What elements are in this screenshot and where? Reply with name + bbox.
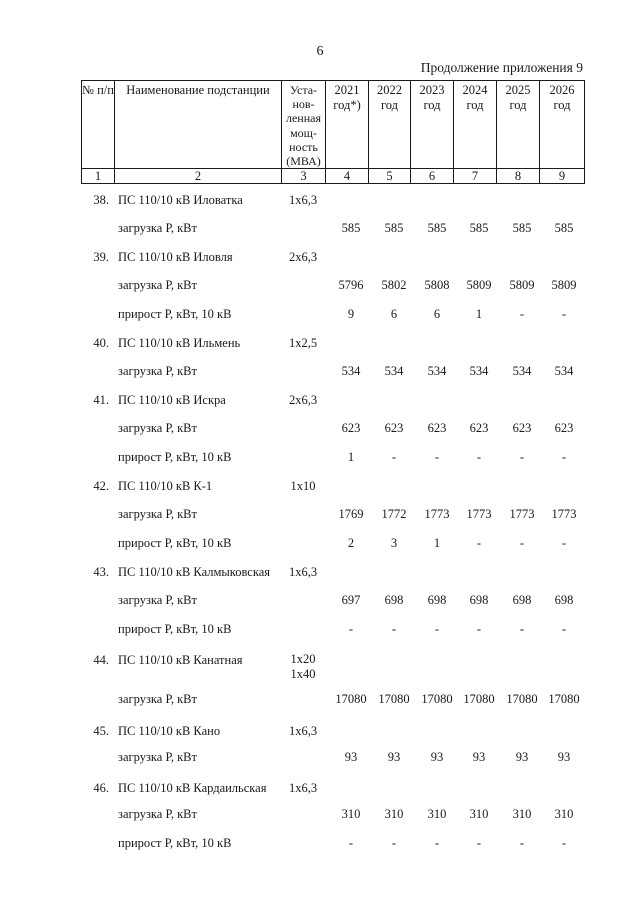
value-2022: 17080 [378, 692, 410, 706]
row-label: прирост Р, кВт, 10 кВ [118, 307, 232, 321]
installed-capacity: 1х6,3 [288, 781, 318, 795]
value-2024: - [476, 836, 482, 850]
value-2023: - [434, 836, 440, 850]
page-number: 6 [316, 44, 324, 59]
row-label: загрузка Р, кВт [118, 364, 197, 378]
value-2024: - [476, 622, 482, 636]
table-header [81, 80, 585, 184]
value-2022: 5802 [381, 278, 407, 292]
value-2021: - [348, 622, 354, 636]
substation-name: ПС 110/10 кВ Кардаильская [118, 781, 267, 795]
value-2025: - [519, 622, 525, 636]
value-2023: 623 [427, 421, 447, 435]
value-2023: 17080 [421, 692, 453, 706]
value-2021: 5796 [338, 278, 364, 292]
value-2025: - [519, 450, 525, 464]
value-2024: 1773 [466, 507, 492, 521]
table-row [0, 651, 640, 683]
value-2025: 623 [512, 421, 532, 435]
value-2024: 623 [469, 421, 489, 435]
value-2026: 17080 [548, 692, 580, 706]
table-row [0, 191, 640, 209]
value-2024: 585 [469, 221, 489, 235]
value-2024: 310 [469, 807, 489, 821]
row-number: 38. [93, 193, 109, 207]
row-number: 40. [93, 336, 109, 350]
row-number: 42. [93, 479, 109, 493]
substation-name: ПС 110/10 кВ Иловатка [118, 193, 243, 207]
value-2021: 1 [347, 450, 355, 464]
header-capacity: Уста-нов-ленная мощ-ность (МВА) [285, 83, 321, 169]
header-year-2023: 2023 год [419, 83, 445, 112]
value-2021: 534 [341, 364, 361, 378]
table-row [0, 690, 640, 708]
table-row [0, 305, 640, 323]
value-2025: 5809 [509, 278, 535, 292]
row-label: загрузка Р, кВт [118, 278, 197, 292]
value-2024: 17080 [463, 692, 495, 706]
row-label: прирост Р, кВт, 10 кВ [118, 536, 232, 550]
installed-capacity: 1х6,3 [288, 193, 318, 207]
value-2023: 5808 [424, 278, 450, 292]
table-row [0, 276, 640, 294]
value-2021: 310 [341, 807, 361, 821]
table-row [0, 448, 640, 466]
value-2022: 310 [384, 807, 404, 821]
table-row [0, 419, 640, 437]
table-row [0, 591, 640, 609]
row-label: загрузка Р, кВт [118, 750, 197, 764]
row-label: прирост Р, кВт, 10 кВ [118, 622, 232, 636]
value-2026: - [561, 622, 567, 636]
table-row [0, 534, 640, 552]
value-2021: 93 [344, 750, 358, 764]
value-2024: 5809 [466, 278, 492, 292]
value-2023: 93 [430, 750, 444, 764]
value-2023: - [434, 450, 440, 464]
row-number: 41. [93, 393, 109, 407]
row-label: загрузка Р, кВт [118, 507, 197, 521]
value-2023: - [434, 622, 440, 636]
value-2023: 1773 [424, 507, 450, 521]
header-year-2022: 2022 год [377, 83, 402, 112]
value-2025: 698 [512, 593, 532, 607]
value-2021: 2 [347, 536, 355, 550]
header-year-2025: 2025 год [505, 83, 531, 112]
table-row [0, 620, 640, 638]
installed-capacity: 1х2,5 [288, 336, 318, 350]
value-2025: - [519, 536, 525, 550]
header-year-2024: 2024 год [462, 83, 488, 112]
value-2025: 534 [512, 364, 532, 378]
row-label: загрузка Р, кВт [118, 221, 197, 235]
header-no: № п/п [82, 83, 114, 97]
row-number: 39. [93, 250, 109, 264]
substation-name: ПС 110/10 кВ Канатная [118, 653, 243, 667]
value-2024: - [476, 450, 482, 464]
colnum-1: 1 [94, 169, 102, 183]
value-2024: 698 [469, 593, 489, 607]
row-number: 43. [93, 565, 109, 579]
row-label: прирост Р, кВт, 10 кВ [118, 836, 232, 850]
value-2025: 585 [512, 221, 532, 235]
value-2022: - [391, 450, 397, 464]
table-row [0, 779, 640, 797]
table-row [0, 391, 640, 409]
continuation-label: Продолжение приложения 9 [420, 60, 583, 75]
value-2026: 585 [554, 221, 574, 235]
value-2021: 9 [347, 307, 355, 321]
table-row [0, 477, 640, 495]
value-2026: - [561, 836, 567, 850]
value-2022: 534 [384, 364, 404, 378]
table-row [0, 334, 640, 352]
value-2024: - [476, 536, 482, 550]
value-2026: 93 [557, 750, 571, 764]
substation-name: ПС 110/10 кВ Ильмень [118, 336, 241, 350]
table-row [0, 805, 640, 823]
substation-name: ПС 110/10 кВ Иловля [118, 250, 233, 264]
value-2022: 698 [384, 593, 404, 607]
row-number: 44. [93, 653, 109, 667]
row-label: загрузка Р, кВт [118, 807, 197, 821]
value-2022: 93 [387, 750, 401, 764]
value-2023: 6 [433, 307, 441, 321]
row-number: 45. [93, 724, 109, 738]
value-2023: 1 [433, 536, 441, 550]
installed-capacity: 1х6,3 [288, 565, 318, 579]
table-row [0, 248, 640, 266]
row-label: загрузка Р, кВт [118, 692, 197, 706]
value-2026: 5809 [551, 278, 577, 292]
table-row [0, 505, 640, 523]
installed-capacity-second: 1х40 [290, 667, 316, 681]
value-2021: 623 [341, 421, 361, 435]
table-row [0, 219, 640, 237]
value-2026: - [561, 536, 567, 550]
table-row [0, 563, 640, 581]
value-2025: - [519, 836, 525, 850]
row-label: загрузка Р, кВт [118, 421, 197, 435]
row-number: 46. [93, 781, 109, 795]
value-2026: 698 [554, 593, 574, 607]
value-2025: 1773 [509, 507, 535, 521]
colnum-4: 4 [343, 169, 351, 183]
value-2022: 6 [390, 307, 398, 321]
value-2022: - [391, 836, 397, 850]
value-2026: 623 [554, 421, 574, 435]
value-2026: 534 [554, 364, 574, 378]
header-name: Наименование подстанции [126, 83, 270, 97]
value-2024: 534 [469, 364, 489, 378]
value-2024: 93 [472, 750, 486, 764]
header-year-2021: 2021 год*) [333, 83, 361, 112]
value-2023: 585 [427, 221, 447, 235]
installed-capacity: 2х6,3 [288, 393, 318, 407]
value-2021: 1769 [338, 507, 364, 521]
substation-name: ПС 110/10 кВ Кано [118, 724, 221, 738]
row-label: прирост Р, кВт, 10 кВ [118, 450, 232, 464]
table-row [0, 834, 640, 852]
value-2023: 534 [427, 364, 447, 378]
value-2022: 585 [384, 221, 404, 235]
value-2026: 1773 [551, 507, 577, 521]
value-2021: - [348, 836, 354, 850]
value-2022: 3 [390, 536, 398, 550]
installed-capacity: 1х6,3 [288, 724, 318, 738]
colnum-6: 6 [428, 169, 436, 183]
value-2021: 585 [341, 221, 361, 235]
table-row [0, 722, 640, 740]
substation-name: ПС 110/10 кВ Искра [118, 393, 226, 407]
value-2025: - [519, 307, 525, 321]
value-2026: 310 [554, 807, 574, 821]
table-row [0, 748, 640, 766]
value-2024: 1 [475, 307, 483, 321]
substation-name: ПС 110/10 кВ Калмыковская [118, 565, 271, 579]
row-label: загрузка Р, кВт [118, 593, 197, 607]
value-2025: 93 [515, 750, 529, 764]
colnum-3: 3 [300, 169, 307, 183]
colnum-9: 9 [558, 169, 566, 183]
installed-capacity: 1х20 [290, 652, 316, 666]
header-year-2026: 2026 год [549, 83, 575, 112]
value-2025: 17080 [506, 692, 538, 706]
value-2023: 698 [427, 593, 447, 607]
table-row [0, 362, 640, 380]
value-2022: - [391, 622, 397, 636]
value-2026: - [561, 450, 567, 464]
colnum-5: 5 [386, 169, 393, 183]
colnum-7: 7 [471, 169, 479, 183]
substation-name: ПС 110/10 кВ К-1 [118, 479, 213, 493]
colnum-8: 8 [514, 169, 522, 183]
installed-capacity: 1х10 [290, 479, 316, 493]
value-2025: 310 [512, 807, 532, 821]
installed-capacity: 2х6,3 [288, 250, 318, 264]
value-2021: 697 [341, 593, 361, 607]
colnum-2: 2 [194, 169, 202, 183]
value-2022: 623 [384, 421, 404, 435]
value-2026: - [561, 307, 567, 321]
value-2022: 1772 [381, 507, 407, 521]
value-2023: 310 [427, 807, 447, 821]
value-2021: 17080 [335, 692, 367, 706]
